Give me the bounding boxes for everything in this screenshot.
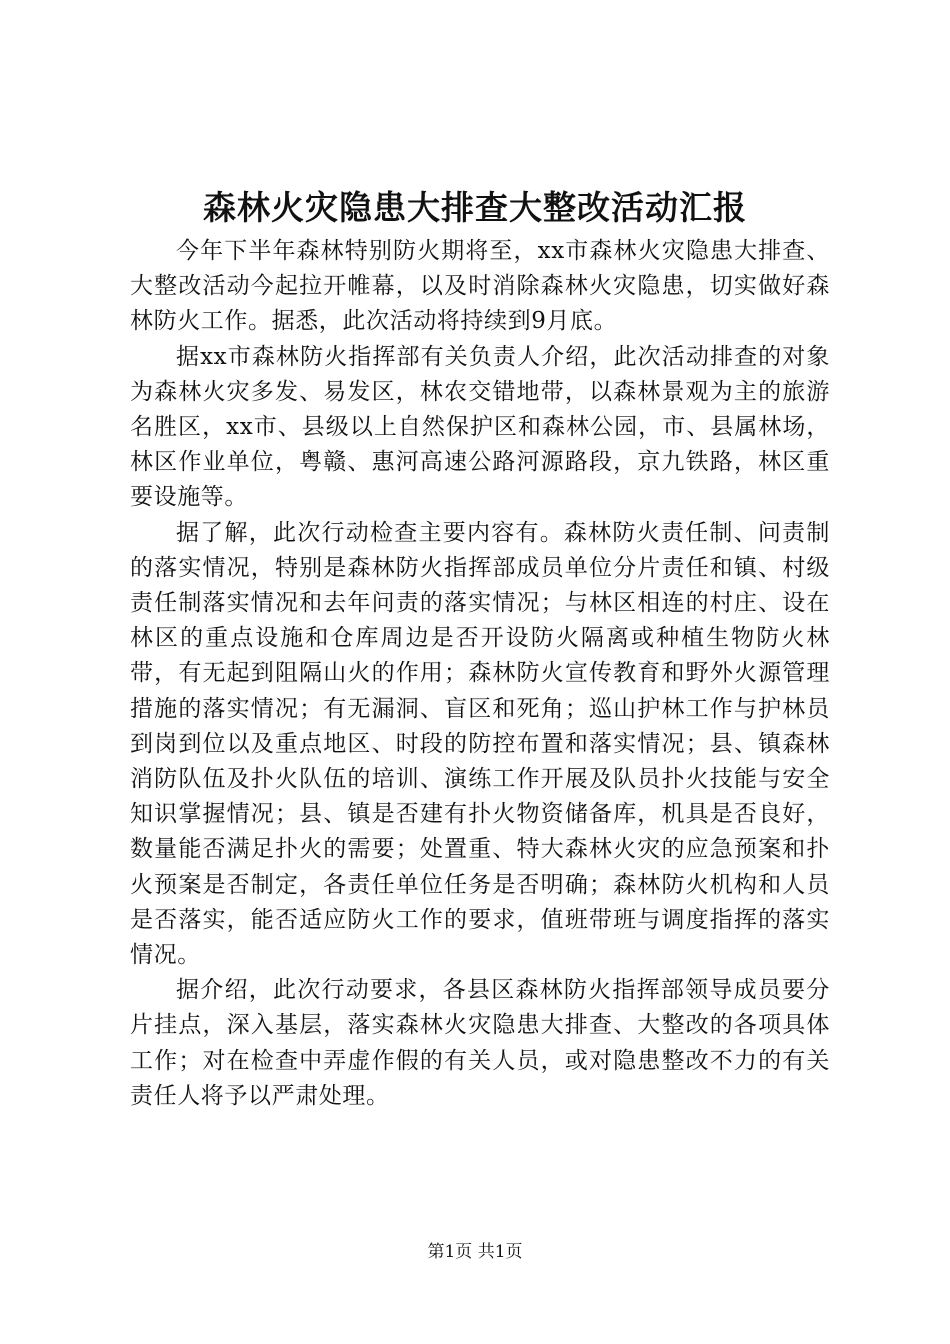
paragraph-inspection-content: 据了解，此次行动检查主要内容有。森林防火责任制、问责制的落实情况，特别是森林防火指挥部成员单位分片责任和镇、村级责任制落实情况和去年问责的落实情况；与林区相连的村庄、设在林区的重点设施和仓库周边是否开设防火隔离或种植生物防火林带，有无起到阻隔山火的作用；森林防火宣传教育和野外火源管理措施的落实情况；有无漏洞、盲区和死角；巡山护林工作与护林员到岗到位以及重点地区、时段的防控布置和落实情况；县、镇森林消防队伍及扑火队伍的培训、演练工作开展及队员扑火技能与安全知识掌握情况；县、镇是否建有扑火物资储备库，机具是否良好，数量能否满足扑火的需要；处置重、特大森林火灾的应急预案和扑火预案是否制定，各责任单位任务是否明确；森林防火机构和人员是否落实，能否适应防火工作的要求，值班带班与调度指挥的落实情况。 — [130, 519, 830, 969]
paragraph-intro: 今年下半年森林特别防火期将至，xx市森林火灾隐患大排查、大整改活动今起拉开帷幕，以及时消除森林火灾隐患，切实做好森林防火工作。据悉，此次活动将持续到9月底。 — [130, 238, 830, 335]
document-body — [130, 234, 830, 1114]
document-title: 森林火灾隐患大排查大整改活动汇报 — [203, 188, 747, 227]
page-footer: 第1页 共1页 — [427, 1242, 523, 1262]
paragraph-targets: 据xx市森林防火指挥部有关负责人介绍，此次活动排查的对象为森林火灾多发、易发区，林农交错地带，以森林景观为主的旅游名胜区，xx市、县级以上自然保护区和森林公园，市、县属林场，林区作业单位，粤赣、惠河高速公路河源路段，京九铁路，林区重要设施等。 — [130, 343, 830, 511]
paragraph-requirements: 据介绍，此次行动要求，各县区森林防火指挥部领导成员要分片挂点，深入基层，落实森林火灾隐患大排查、大整改的各项具体工作；对在检查中弄虚作假的有关人员，或对隐患整改不力的有关责任人将予以严肃处理。 — [130, 977, 830, 1109]
